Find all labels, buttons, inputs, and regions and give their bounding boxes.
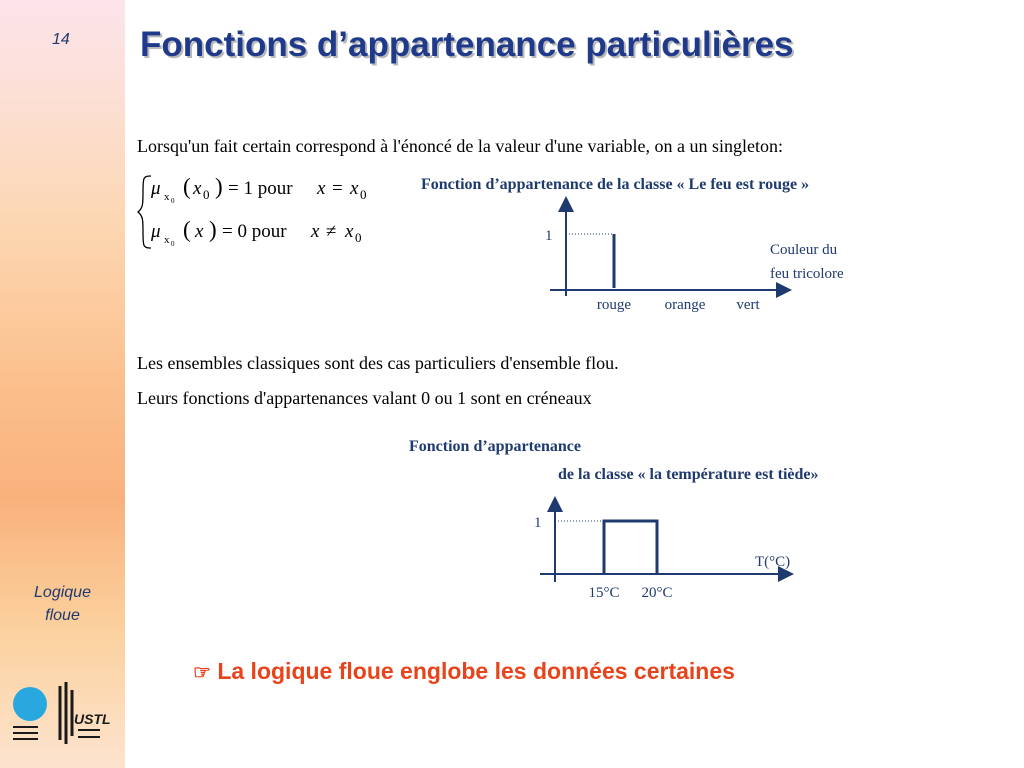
x-axis-label-line2: feu tricolore <box>770 266 844 282</box>
university-logo <box>8 682 118 752</box>
formula-rest: = 0 pour <box>222 221 292 242</box>
conclusion-text: La logique floue englobe les données certaines <box>217 658 735 684</box>
paren-close: ) <box>209 217 217 242</box>
chart1-title: Fonction d’appartenance de la classe « Le feu est rouge » <box>421 176 810 193</box>
logo-text: USTL <box>74 711 111 727</box>
formula-subscript: x <box>164 234 170 246</box>
formula-subsubscript: 0 <box>171 197 175 205</box>
singleton-formula <box>137 172 387 254</box>
chart2-title-line1: Fonction d’appartenance <box>409 438 581 455</box>
chart2-title-line2: de la classe « la température est tiède» <box>558 466 819 483</box>
classical-text-2: Leurs fonctions d'appartenances valant 0 ou 1 sont en créneaux <box>137 388 592 408</box>
y-tick-label: 1 <box>534 515 542 531</box>
formula-cond-rhs: x <box>350 178 359 199</box>
formula-arg: x <box>193 178 202 199</box>
conclusion <box>193 658 735 685</box>
formula-cond-op: = <box>332 178 343 199</box>
formula-cond-rhs-sub: 0 <box>360 187 367 202</box>
x-axis-label-line1: Couleur du <box>770 242 838 258</box>
sidebar-label-line1: Logique <box>34 584 91 601</box>
sidebar <box>0 0 125 768</box>
formula-cond-rhs: x <box>345 221 354 242</box>
y-tick-label: 1 <box>545 228 553 244</box>
x-tick-label-rouge: rouge <box>596 297 632 313</box>
formula-mu: μ <box>151 178 161 199</box>
paren-close: ) <box>215 174 223 199</box>
logo-circle-icon <box>13 687 47 721</box>
sidebar-label-line2: floue <box>45 607 80 624</box>
formula-arg: x <box>195 221 204 242</box>
x-axis-label: T(°C) <box>755 554 791 570</box>
formula-arg-sub: 0 <box>203 187 210 202</box>
formula-subsubscript: 0 <box>171 240 175 248</box>
slide-number: 14 <box>52 31 70 48</box>
x-tick-label-1: 20°C <box>641 585 673 601</box>
formula-rest: = 1 pour <box>228 178 298 199</box>
formula-subscript: x <box>164 191 170 203</box>
x-tick-label-orange: orange <box>664 297 706 313</box>
membership-line <box>604 521 657 574</box>
x-tick-label-0: 15°C <box>588 585 620 601</box>
formula-cond-x: x <box>311 221 320 242</box>
pointing-hand-icon: ☞ <box>193 662 211 684</box>
formula-cond-rhs-sub: 0 <box>355 230 362 245</box>
classical-text-1: Les ensembles classiques sont des cas particuliers d'ensemble flou. <box>137 353 619 373</box>
brace-icon <box>138 176 151 248</box>
paren-open: ( <box>183 174 191 199</box>
chart-feu-rouge <box>540 196 880 326</box>
formula-cond-op: ≠ <box>326 221 337 242</box>
x-tick-label-vert: vert <box>736 297 760 313</box>
formula-mu: μ <box>151 221 161 242</box>
paren-open: ( <box>183 217 191 242</box>
formula-cond-x: x <box>317 178 326 199</box>
intro-text: Lorsqu'un fait certain correspond à l'énoncé de la valeur d'une variable, on a un singleton: <box>137 136 783 156</box>
page-title: Fonctions d’appartenance particulières <box>140 25 794 64</box>
chart-temperature-tiede <box>528 496 828 608</box>
